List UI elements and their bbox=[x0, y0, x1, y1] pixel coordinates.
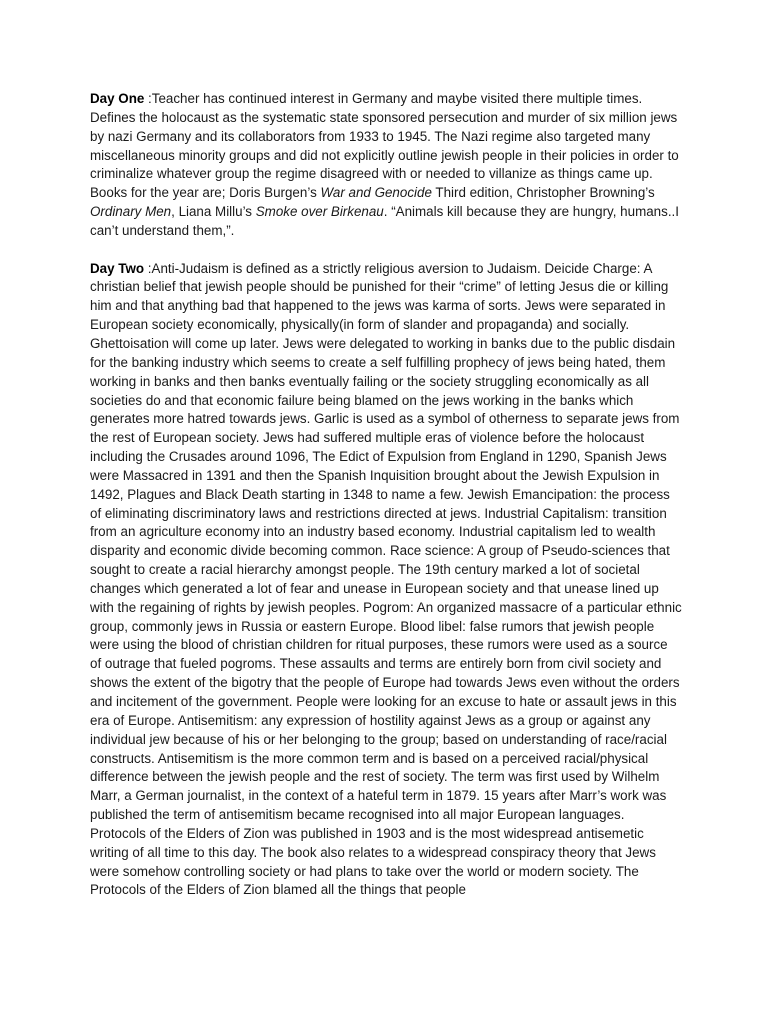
day-one-text: . “Animals kill because they are hungry, humans..I can’t understand them,”. bbox=[90, 204, 679, 238]
day-one-text: Third edition, Christopher Browning’s bbox=[431, 185, 655, 201]
document-page bbox=[90, 90, 682, 919]
day-one-text: :Teacher has continued interest in Germany and maybe visited there multiple times. Defines the holocaust as the systematic state sponsored persecution and murder of six million jews by nazi Germany and its collaborators from 1933 to 1945. The Nazi regime also targeted many miscellaneous minority groups and did not explicitly outline jewish people in their policies in order to criminalize whatever group the regime disagreed with or needed to villanize as things came up. Books for the year are; Doris Burgen’s bbox=[90, 91, 679, 201]
day-two-heading: Day Two bbox=[90, 260, 145, 276]
day-two-paragraph bbox=[90, 260, 682, 901]
day-two-text: :Anti-Judaism is defined as a strictly religious aversion to Judaism. Deicide Charge: A christian belief that jewish people should be punished for their “crime” of letting Jesus die or killing him and that anything bad that happened to the jews was karma of sorts. Jews were separated in European society economically, physically(in form of slander and propaganda) and socially. Ghettoisation will come up later. Jews were delegated to working in banks due to the public disdain for the banking industry which seems to create a self fulfilling prophecy of jews being hated, them working in banks and then banks eventually failing or the society struggling economically as all societies do and that economic failure being blamed on the jews working in the banks which generates more hatred towards jews. Garlic is used as a symbol of otherness to separate jews from the rest of European society. Jews had suffered multiple eras of violence before the holocaust including the Crusades around 1096, The Edict of Expulsion from England in 1290, Spanish Jews were Massacred in 1391 and then the Spanish Inquisition brought about the Jewish Expulsion in 1492, Plagues and Black Death starting in 1348 to name a few. Jewish Emancipation: the process of eliminating discriminatory laws and restrictions directed at jews. Industrial Capitalism: transition from an agriculture economy into an industry based economy. Industrial capitalism led to wealth disparity and economic divide becoming common. Race science: A group of Pseudo-sciences that sought to create a racial hierarchy amongst people. The 19th century marked a lot of societal changes which generated a lot of fear and unease in European society and that unease lined up with the regaining of rights by jewish peoples. Pogrom: An organized massacre of a particular ethnic group, commonly jews in Russia or eastern Europe. Blood libel: false rumors that jewish people were using the blood of christian children for ritual purposes, these rumors were used as a source of outrage that fueled pogroms. These assaults and terms are entirely born from civil society and shows the extent of the bigotry that the people of Europe had towards Jews even without the orders and incitement of the government. People were looking for an excuse to hate or assault jews in this era of Europe. Antisemitism: any expression of hostility against Jews as a group or against any individual jew because of his or her belonging to the group; based on understanding of race/racial constructs. Antisemitism is the more common term and is based on a perceived racial/physical difference between the jewish people and the rest of society. The term was first used by Wilhelm Marr, a German journalist, in the context of a hateful term in 1879. 15 years after Marr’s work was published the term of antisemitism became recognised into all major European languages. Protocols of the Elders of Zion was published in 1903 and is the most widespread antisemetic writing of all time to this day. The book also relates to a widespread conspiracy theory that Jews were somehow controlling society or had plans to take over the world or modern society. The Protocols of the Elders of Zion blamed all the things that people bbox=[90, 260, 682, 898]
book-title-smoke-over-birkenau: Smoke over Birkenau bbox=[255, 204, 384, 220]
book-title-war-and-genocide: War and Genocide bbox=[320, 185, 432, 201]
day-one-heading: Day One bbox=[90, 91, 145, 106]
day-one-text: , Liana Millu’s bbox=[171, 204, 256, 220]
day-one-paragraph bbox=[90, 90, 682, 241]
book-title-ordinary-men: Ordinary Men bbox=[90, 204, 172, 220]
